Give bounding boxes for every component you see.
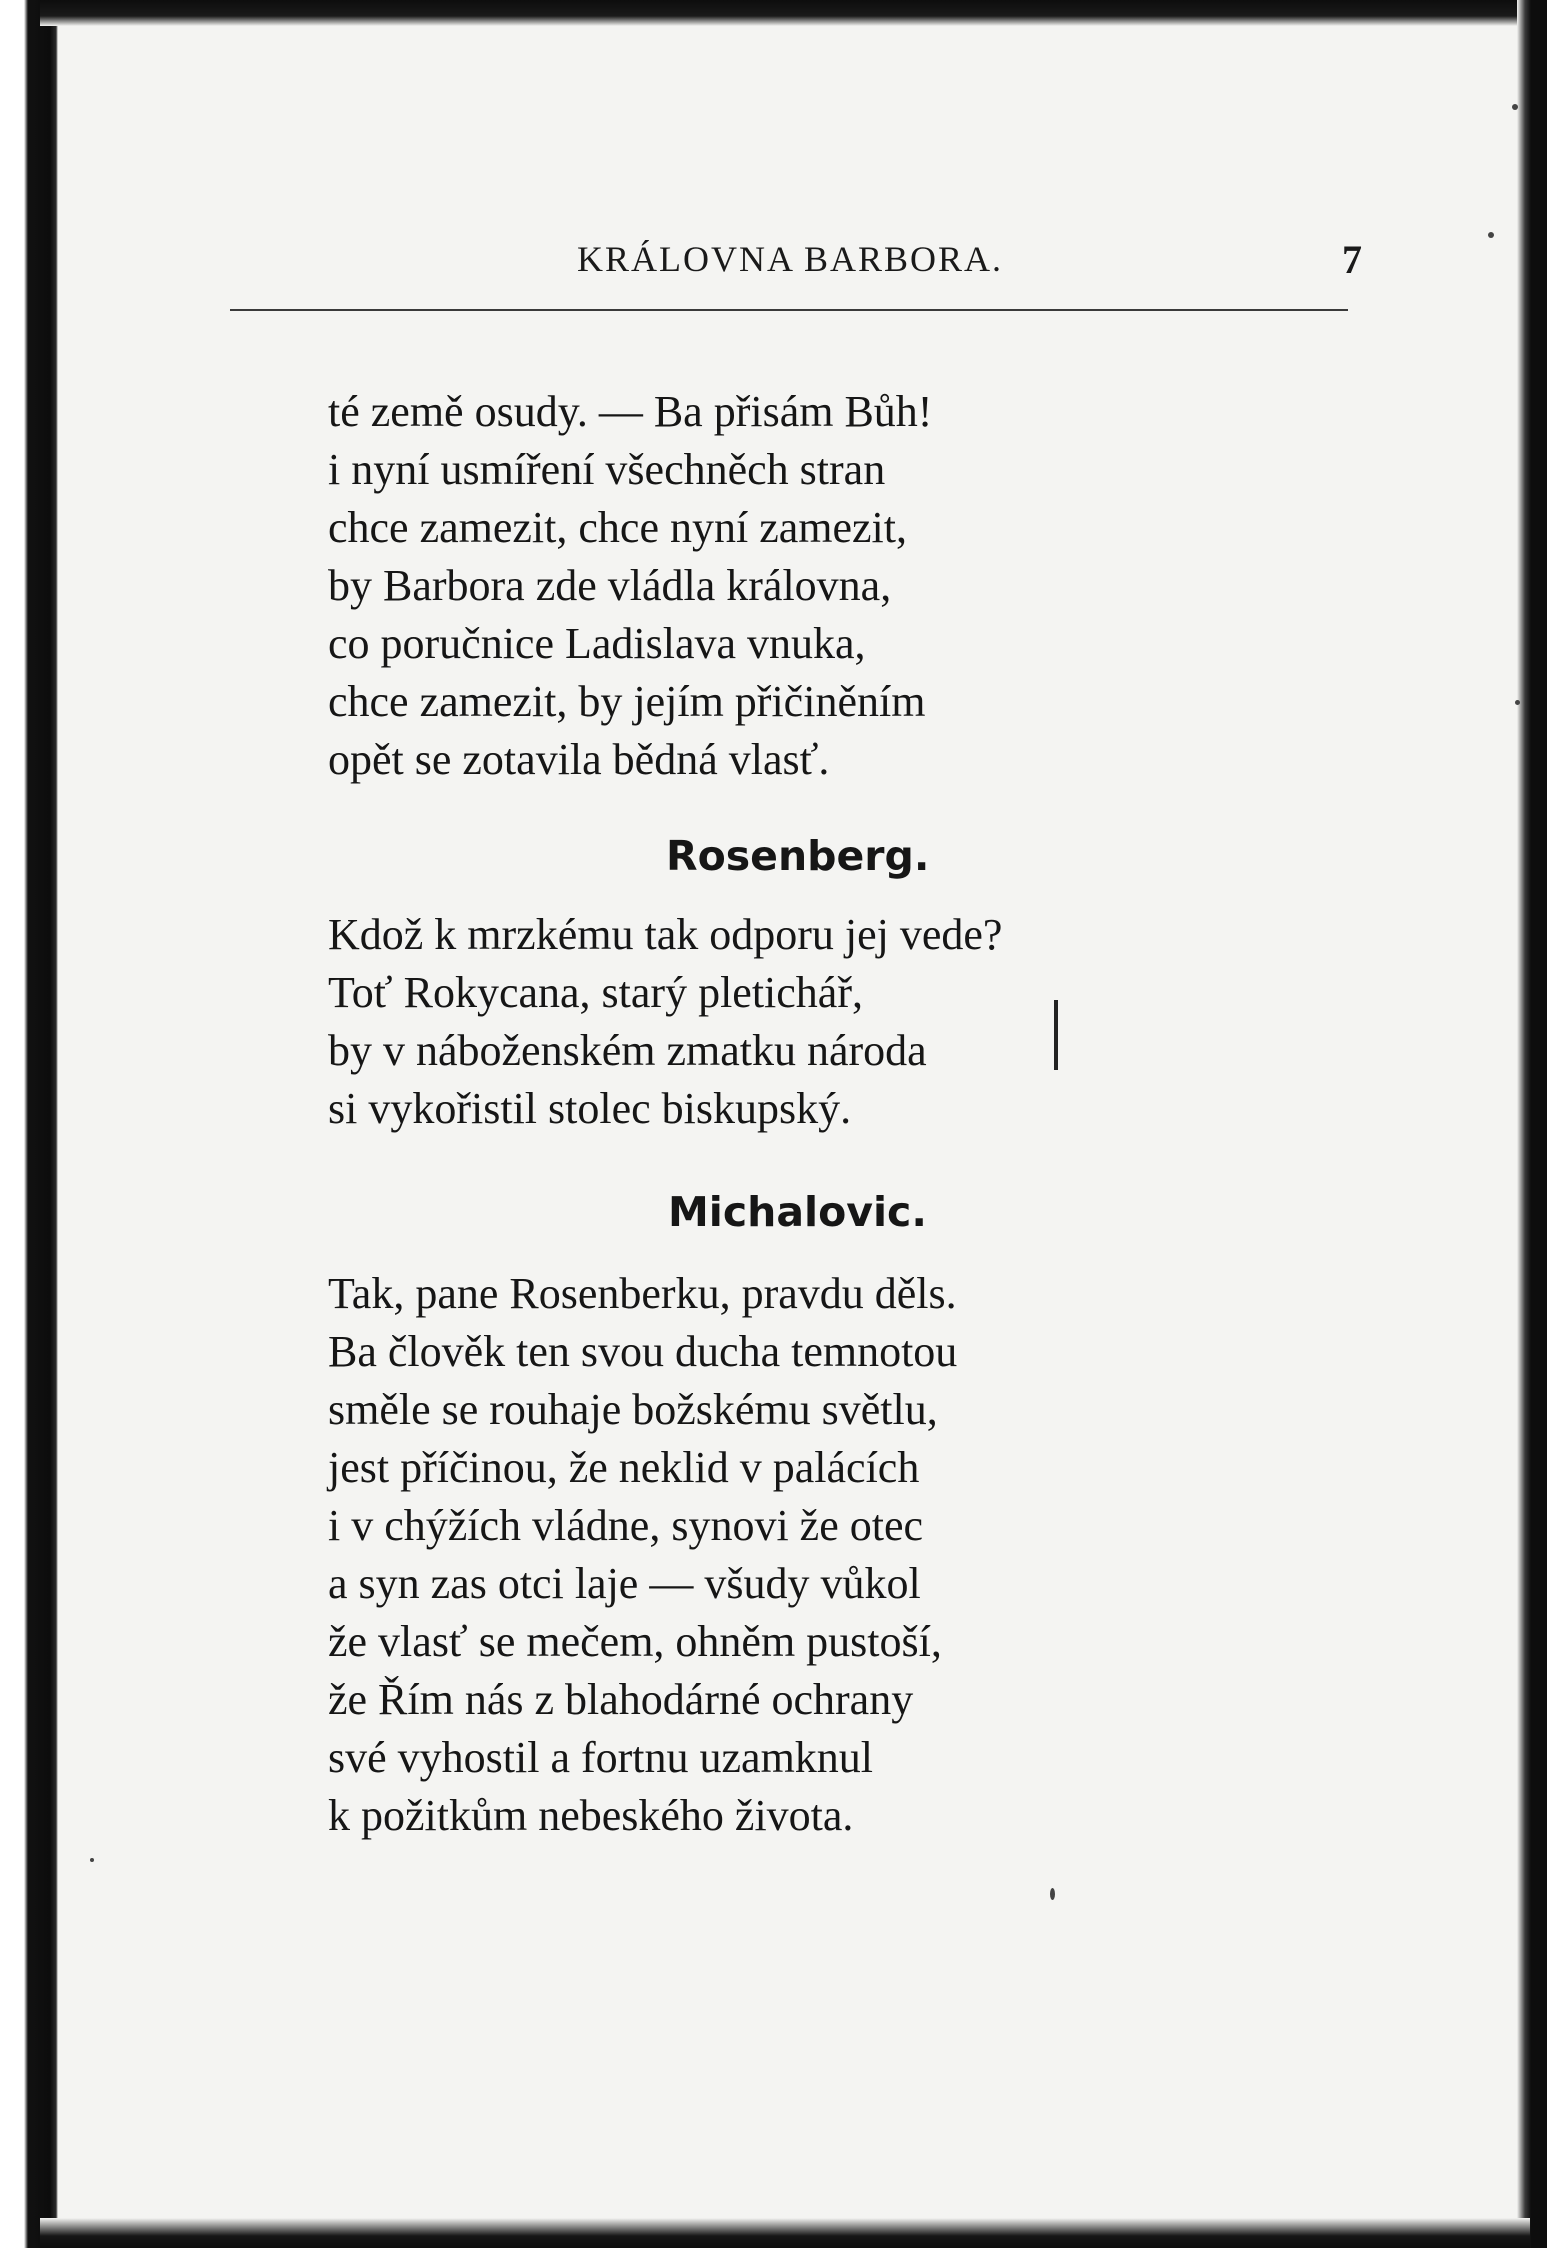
page-edge-right	[1517, 0, 1547, 2248]
running-head	[230, 230, 1362, 290]
verse-line: své vyhostil a fortnu uzamknul	[328, 1733, 874, 1782]
page-edge-left	[0, 0, 58, 2248]
verse-line: že vlasť se mečem, ohněm pustoší,	[328, 1617, 942, 1666]
printer-bracket-mark	[1054, 1000, 1058, 1070]
verse-line: Ba člověk ten svou ducha temnotou	[328, 1327, 958, 1376]
verse-passage-2	[328, 906, 1002, 1138]
verse-line: i v chýžích vládne, synovi že otec	[328, 1501, 924, 1550]
scan-speck	[1488, 232, 1494, 238]
scan-speck	[1515, 700, 1520, 705]
scan-speck	[90, 1858, 94, 1862]
verse-line: chce zamezit, chce nyní zamezit,	[328, 503, 907, 552]
verse-line: co poručnice Ladislava vnuka,	[328, 619, 866, 668]
verse-line: k požitkům nebeského života.	[328, 1791, 854, 1840]
speaker-name-rosenberg: Rosenberg.	[666, 832, 930, 880]
scan-speck	[1512, 104, 1518, 110]
verse-line: by v náboženském zmatku národa	[328, 1026, 927, 1075]
verse-line: chce zamezit, by jejím přičiněním	[328, 677, 926, 726]
verse-line: Kdož k mrzkému tak odporu jej vede?	[328, 910, 1003, 959]
running-title: KRÁLOVNA BARBORA.	[576, 239, 1004, 279]
page-number: 7	[1342, 237, 1362, 282]
verse-line: Tak, pane Rosenberku, pravdu děls.	[328, 1269, 957, 1318]
verse-line: směle se rouhaje božskému světlu,	[328, 1385, 938, 1434]
page-edge-top	[40, 0, 1530, 26]
verse-line: Toť Rokycana, starý pletichář,	[328, 968, 863, 1017]
verse-line: té země osudy. — Ba přisám Bůh!	[328, 387, 933, 436]
speaker-name-michalovic: Michalovic.	[668, 1188, 927, 1236]
verse-line: opět se zotavila bědná vlasť.	[328, 735, 830, 784]
verse-passage-3	[328, 1265, 957, 1845]
verse-line: si vykořistil stolec biskupský.	[328, 1084, 852, 1133]
verse-line: by Barbora zde vládla královna,	[328, 561, 892, 610]
verse-passage-1	[328, 383, 932, 789]
verse-line: i nyní usmíření všechněch stran	[328, 445, 886, 494]
header-rule	[230, 309, 1348, 311]
scan-speck	[1050, 1888, 1055, 1900]
verse-line: a syn zas otci laje — všudy vůkol	[328, 1559, 921, 1608]
page-edge-bottom	[40, 2218, 1530, 2248]
verse-line: že Řím nás z blahodárné ochrany	[328, 1675, 914, 1724]
verse-line: jest příčinou, že neklid v palácích	[328, 1443, 920, 1492]
